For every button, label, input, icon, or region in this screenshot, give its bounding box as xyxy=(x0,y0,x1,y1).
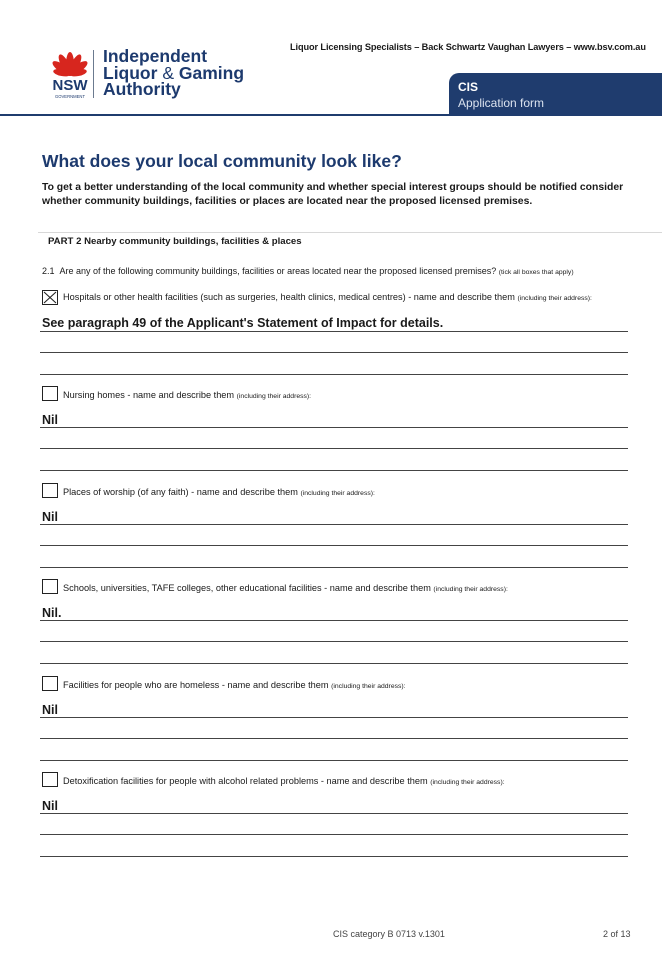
answer-hospitals[interactable]: See paragraph 49 of the Applicant's Statement of Impact for details. xyxy=(42,316,444,330)
authority-line-3: Authority xyxy=(103,79,181,99)
question-2-1 xyxy=(42,266,574,276)
checkbox-cross-icon xyxy=(43,291,57,304)
answer-line xyxy=(40,760,628,761)
item-label-homeless-facilities: Facilities for people who are homeless - name and describe them (including their address): xyxy=(63,680,406,690)
firm-header-line: Liquor Licensing Specialists – Back Schwartz Vaughan Lawyers – www.bsv.com.au xyxy=(290,42,646,52)
part-title: PART 2 Nearby community buildings, facilities & places xyxy=(48,236,302,247)
item-label-hospitals: Hospitals or other health facilities (such as surgeries, health clinics, medical centres) - name and describe them (including their address): xyxy=(63,292,592,302)
answer-line xyxy=(40,352,628,353)
answer-line xyxy=(40,834,628,835)
form-type: Application form xyxy=(458,96,545,110)
item-label-nursing-homes: Nursing homes - name and describe them (including their address): xyxy=(63,390,312,400)
question-note: (tick all boxes that apply) xyxy=(498,269,574,276)
answer-line xyxy=(40,813,628,814)
checkbox-nursing-homes[interactable] xyxy=(42,386,58,401)
authority-line-2: Liquor & Gaming xyxy=(103,62,245,83)
authority-line-1: Independent xyxy=(103,46,208,66)
logo-nsw-text: NSW xyxy=(52,77,88,94)
answer-places-of-worship[interactable]: Nil xyxy=(42,510,58,524)
footer-form-code: CIS category B 0713 v.1301 xyxy=(333,929,445,939)
answer-line xyxy=(40,448,628,449)
authority-name xyxy=(103,48,244,98)
checkbox-homeless-facilities[interactable] xyxy=(42,676,58,691)
answer-line xyxy=(40,331,628,332)
checkbox-schools[interactable] xyxy=(42,579,58,594)
intro-text: To get a better understanding of the local community and whether special interest groups should be notified consider whether community buildings, facilities or places are located near the proposed licensed premises. xyxy=(42,182,624,207)
answer-nursing-homes[interactable]: Nil xyxy=(42,413,58,427)
page-title: What does your local community look like? xyxy=(42,151,402,171)
logo-divider xyxy=(93,50,94,98)
logo-government-text: GOVERNMENT xyxy=(54,94,86,99)
answer-line xyxy=(40,717,628,718)
answer-line xyxy=(40,470,628,471)
answer-line xyxy=(40,545,628,546)
answer-line xyxy=(40,856,628,857)
item-label-schools: Schools, universities, TAFE colleges, other educational facilities - name and describe them (including their address): xyxy=(63,583,508,593)
checkbox-detox-facilities[interactable] xyxy=(42,772,58,787)
answer-line xyxy=(40,738,628,739)
nsw-waratah-logo xyxy=(40,44,100,100)
item-label-places-of-worship: Places of worship (of any faith) - name and describe them (including their address): xyxy=(63,487,375,497)
answer-homeless-facilities[interactable]: Nil xyxy=(42,703,58,717)
page-number: 2 of 13 xyxy=(603,929,631,939)
checkbox-hospitals[interactable] xyxy=(42,290,58,305)
answer-line xyxy=(40,620,628,621)
answer-line xyxy=(40,427,628,428)
answer-line xyxy=(40,641,628,642)
question-number: 2.1 xyxy=(42,266,55,276)
question-text: Are any of the following community buildings, facilities or areas located near the proposed licensed premises? xyxy=(59,266,497,276)
checkbox-places-of-worship[interactable] xyxy=(42,483,58,498)
answer-line xyxy=(40,524,628,525)
answer-line xyxy=(40,374,628,375)
answer-schools[interactable]: Nil. xyxy=(42,606,62,620)
header-rule xyxy=(0,114,662,116)
answer-line xyxy=(40,663,628,664)
item-label-detox-facilities: Detoxification facilities for people with alcohol related problems - name and describe them (including their address): xyxy=(63,776,505,786)
answer-detox-facilities[interactable]: Nil xyxy=(42,799,58,813)
answer-line xyxy=(40,567,628,568)
form-code: CIS xyxy=(458,80,479,94)
